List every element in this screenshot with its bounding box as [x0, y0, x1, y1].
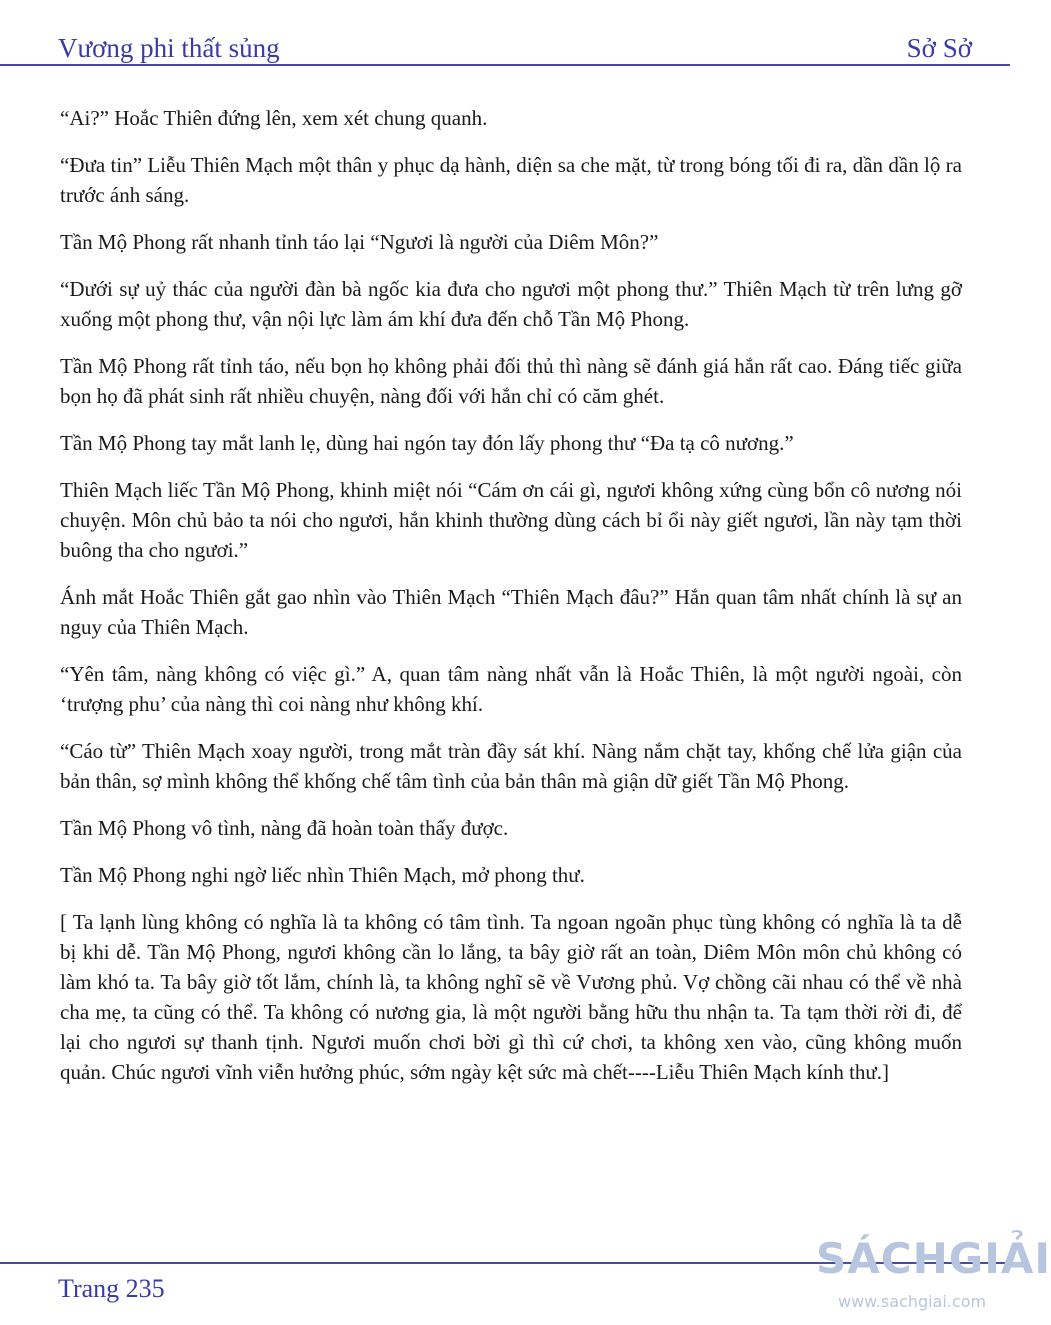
paragraph: “Dưới sự uỷ thác của người đàn bà ngốc kia đưa cho ngươi một phong thư.” Thiên Mạch từ trên lưng gỡ xuống một phong thư, vận nội lực làm ám khí đưa đến chỗ Tần Mộ Phong.	[60, 277, 962, 331]
page-header	[58, 22, 972, 64]
letter-paragraph: [ Ta lạnh lùng không có nghĩa là ta không có tâm tình. Ta ngoan ngoãn phục tùng không có nghĩa là ta dễ bị khi dễ. Tần Mộ Phong, ngươi không cần lo lắng, ta bây giờ rất an toàn, Diêm Môn môn chủ không có làm khó ta. Ta bây giờ tốt lắm, chính là, ta không nghĩ sẽ về Vương phủ. Vợ chồng cãi nhau có thể về nhà cha mẹ, ta cũng có thể. Ta không có nương gia, là một người bằng hữu thu nhận ta. Ta tạm thời rời đi, để lại cho ngươi sự thanh tịnh. Ngươi muốn chơi bời gì thì cứ chơi, ta không xen vào, cũng không muốn quản. Chúc ngươi vĩnh viễn hưởng phúc, sớm ngày kệt sức mà chết----Liễu Thiên Mạch kính thư.]	[60, 910, 962, 1084]
paragraph: “Ai?” Hoắc Thiên đứng lên, xem xét chung quanh.	[60, 106, 488, 130]
paragraph: “Yên tâm, nàng không có việc gì.” A, quan tâm nàng nhất vẫn là Hoắc Thiên, là một người ngoài, còn ‘trượng phu’ của nàng thì coi nàng như không khí.	[60, 662, 962, 716]
watermark-logo: SÁCHGIẢI	[816, 1234, 1051, 1283]
page-body	[60, 103, 962, 1104]
paragraph: “Đưa tin” Liễu Thiên Mạch một thân y phục dạ hành, diện sa che mặt, từ trong bóng tối đi ra, dần dần lộ ra trước ánh sáng.	[60, 153, 962, 207]
paragraph: Tần Mộ Phong rất tỉnh táo, nếu bọn họ không phải đối thủ thì nàng sẽ đánh giá hắn rất cao. Đáng tiếc giữa bọn họ đã phát sinh rất nhiều chuyện, nàng đối với hắn chỉ có căm ghét.	[60, 354, 962, 408]
header-rule	[0, 64, 1010, 66]
paragraph: Tần Mộ Phong rất nhanh tỉnh táo lại “Ngươi là người của Diêm Môn?”	[60, 230, 659, 254]
paragraph: Tần Mộ Phong tay mắt lanh lẹ, dùng hai ngón tay đón lấy phong thư “Đa tạ cô nương.”	[60, 431, 794, 455]
paragraph: Tần Mộ Phong vô tình, nàng đã hoàn toàn thấy được.	[60, 816, 509, 840]
watermark-url: www.sachgiai.com	[838, 1292, 987, 1311]
watermark	[816, 1222, 1051, 1322]
paragraph: Ánh mắt Hoắc Thiên gắt gao nhìn vào Thiên Mạch “Thiên Mạch đâu?” Hắn quan tâm nhất chính là sự an nguy của Thiên Mạch.	[60, 585, 962, 639]
book-title: Vương phi thất sủng	[58, 33, 280, 63]
paragraph: Tần Mộ Phong nghi ngờ liếc nhìn Thiên Mạch, mở phong thư.	[60, 863, 585, 887]
book-author: Sở Sở	[906, 33, 972, 63]
paragraph: “Cáo từ” Thiên Mạch xoay người, trong mắt tràn đầy sát khí. Nàng nắm chặt tay, khống chế lửa giận của bản thân, sợ mình không thể khống chế tâm tình của bản thân mà giận dữ giết Tần Mộ Phong.	[60, 739, 962, 793]
paragraph: Thiên Mạch liếc Tần Mộ Phong, khinh miệt nói “Cám ơn cái gì, ngươi không xứng cùng bổn cô nương nói chuyện. Môn chủ bảo ta nói cho ngươi, hắn khinh thường dùng cách bỉ ổi này giết ngươi, lần này tạm thời buông tha cho ngươi.”	[60, 478, 962, 562]
page-number: Trang 235	[58, 1274, 165, 1303]
